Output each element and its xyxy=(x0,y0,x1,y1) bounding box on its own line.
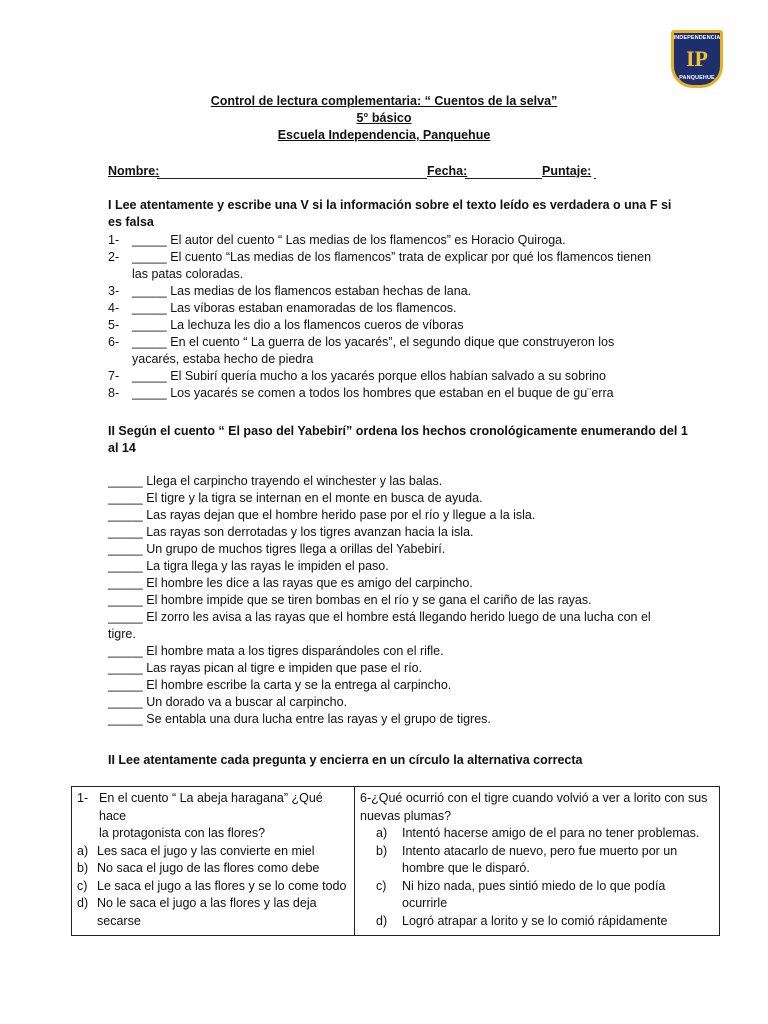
option-text-cont: hombre que le disparó. xyxy=(402,861,530,875)
order-item: _____ El hombre escribe la carta y se la entrega al carpincho. xyxy=(108,678,452,692)
option-c[interactable] xyxy=(360,878,715,913)
date-underline xyxy=(465,178,542,179)
order-item: _____ Las rayas son derrotadas y los tigres avanzan hacia la isla. xyxy=(108,525,474,539)
question-6 xyxy=(360,790,715,825)
question-text-cont: la protagonista con las flores? xyxy=(99,826,266,840)
item-number: 8- xyxy=(108,386,120,400)
item-number: 3- xyxy=(108,284,120,298)
question-text: En el cuento “ La abeja haragana” ¿Qué hace xyxy=(99,791,323,823)
option-letter: b) xyxy=(376,843,388,858)
option-c[interactable] xyxy=(77,878,350,896)
option-d[interactable] xyxy=(77,895,350,930)
logo-top-text: INDEPENDENCIA xyxy=(673,35,721,41)
order-item: _____ El tigre y la tigra se internan en el monte en busca de ayuda. xyxy=(108,491,483,505)
tf-item xyxy=(108,317,651,334)
question-text: 6-¿Qué ocurrió con el tigre cuando volvió a ver a lorito con sus xyxy=(360,791,708,805)
item-number: 7- xyxy=(108,369,120,383)
option-b[interactable] xyxy=(77,860,350,878)
option-letter: a) xyxy=(376,826,388,840)
question-1 xyxy=(77,790,350,843)
item-text: _____ El autor del cuento “ Las medias de los flamencos” es Horacio Quiroga. xyxy=(132,233,566,247)
logo-bottom-text: PANQUEHUE xyxy=(679,74,715,81)
order-item: _____ La tigra llega y las rayas le impiden el paso. xyxy=(108,559,389,573)
option-text: Ni hizo nada, pues sintió miedo de lo que podía xyxy=(402,878,666,893)
option-letter: a) xyxy=(77,843,89,858)
order-item: _____ El zorro les avisa a las rayas que el hombre está llegando herido luego de una lucha con el xyxy=(108,610,651,624)
tf-item-cont: las patas coloradas. xyxy=(132,267,244,281)
item-text: _____ Las medias de los flamencos estaban hechas de lana. xyxy=(132,284,472,298)
section3-instruction: II Lee atentamente cada pregunta y encierra en un círculo la alternativa correcta xyxy=(108,753,583,767)
option-text: Logró atrapar a lorito y se lo comió rápidamente xyxy=(402,913,668,928)
item-text: _____ Las víboras estaban enamoradas de los flamencos. xyxy=(132,301,457,315)
item-text: _____ El Subirí quería mucho a los yacarés porque ellos habían salvado a su sobrino xyxy=(132,369,606,383)
option-b[interactable] xyxy=(360,843,715,878)
item-number: 6- xyxy=(108,335,120,349)
order-item: _____ El hombre impide que se tiren bombas en el río y se gana el cariño de las rayas. xyxy=(108,593,592,607)
option-text-cont: ocurrirle xyxy=(402,896,448,910)
logo-initials: IP xyxy=(686,45,708,71)
section2-instruction-cont: al 14 xyxy=(108,441,136,455)
order-item: _____ Un dorado va a buscar al carpincho. xyxy=(108,695,348,709)
questions-table xyxy=(71,786,720,936)
item-text: _____ El cuento “Las medias de los flamencos” trata de explicar por qué los flamencos tienen xyxy=(132,250,652,264)
option-d[interactable] xyxy=(360,913,715,931)
tf-item xyxy=(108,368,651,385)
tf-item xyxy=(108,385,651,402)
tf-item xyxy=(108,283,651,300)
order-item: _____ El hombre les dice a las rayas que es amigo del carpincho. xyxy=(108,576,473,590)
tf-item xyxy=(108,334,651,351)
option-text-cont: secarse xyxy=(97,913,141,928)
option-letter: d) xyxy=(77,896,89,910)
item-number: 1- xyxy=(108,233,120,247)
section2-instruction: II Según el cuento “ El paso del Yabebirí” ordena los hechos cronológicamente enumerando del 1 xyxy=(108,424,688,438)
item-text: _____ La lechuza les dio a los flamencos cueros de víboras xyxy=(132,318,464,332)
option-text: No le saca el jugo a las flores y las deja xyxy=(97,896,317,910)
name-label: Nombre: xyxy=(108,164,160,178)
option-letter: b) xyxy=(77,861,89,875)
date-label: Fecha: xyxy=(427,164,468,178)
tf-item-cont: yacarés, estaba hecho de piedra xyxy=(132,352,314,366)
tf-item xyxy=(108,249,651,266)
order-item: _____ Las rayas pican al tigre e impiden que pase el río. xyxy=(108,661,423,675)
option-letter: d) xyxy=(376,913,388,928)
item-text: _____ Los yacarés se comen a todos los hombres que estaban en el buque de gu¨erra xyxy=(132,386,614,400)
section1-instruction-cont: es falsa xyxy=(108,215,154,229)
tf-item xyxy=(108,300,651,317)
order-item: _____ Las rayas dejan que el hombre herido pase por el río y llegue a la isla. xyxy=(108,508,536,522)
question-6-cell xyxy=(355,787,720,936)
option-text: Le saca el jugo a las flores y se lo come todo xyxy=(97,878,347,893)
section2-list xyxy=(108,473,651,728)
section1-instruction: I Lee atentamente y escribe una V si la información sobre el texto leído es verdadera o una F si xyxy=(108,198,672,212)
item-number: 4- xyxy=(108,301,120,315)
question-text-cont: nuevas plumas? xyxy=(360,808,452,823)
order-item: _____ Un grupo de muchos tigres llega a orillas del Yabebirí. xyxy=(108,542,446,556)
order-item-cont: tigre. xyxy=(108,627,136,641)
question-1-cell xyxy=(72,787,355,936)
order-item: _____ Se entabla una dura lucha entre las rayas y el grupo de tigres. xyxy=(108,712,491,726)
item-number: 5- xyxy=(108,318,120,332)
section1-list xyxy=(108,232,651,402)
option-text: Les saca el jugo y las convierte en miel xyxy=(97,843,315,858)
name-underline xyxy=(157,178,427,179)
option-text: No saca el jugo de las flores como debe xyxy=(97,861,320,875)
school-name: Escuela Independencia, Panquehue xyxy=(277,128,491,142)
option-letter: c) xyxy=(77,878,88,893)
tf-item xyxy=(108,232,651,249)
score-underline xyxy=(594,178,596,179)
question-number: 1- xyxy=(77,791,89,805)
order-item: _____ Llega el carpincho trayendo el winchester y las balas. xyxy=(108,474,443,488)
score-label: Puntaje: xyxy=(542,164,592,178)
school-logo xyxy=(671,30,723,88)
item-text: _____ En el cuento “ La guerra de los yacarés”, el segundo dique que construyeron los xyxy=(132,335,615,349)
option-text: Intentó hacerse amigo de el para no tener problemas. xyxy=(402,826,700,840)
option-a[interactable] xyxy=(77,843,350,861)
order-item: _____ El hombre mata a los tigres disparándoles con el rifle. xyxy=(108,644,444,658)
grade-label: 5° básico xyxy=(356,111,412,125)
document-title: Control de lectura complementaria: “ Cuentos de la selva” xyxy=(210,94,558,108)
option-letter: c) xyxy=(376,878,387,893)
option-text: Intento atacarlo de nuevo, pero fue muerto por un xyxy=(402,843,678,858)
option-a[interactable] xyxy=(360,825,715,843)
item-number: 2- xyxy=(108,250,120,264)
